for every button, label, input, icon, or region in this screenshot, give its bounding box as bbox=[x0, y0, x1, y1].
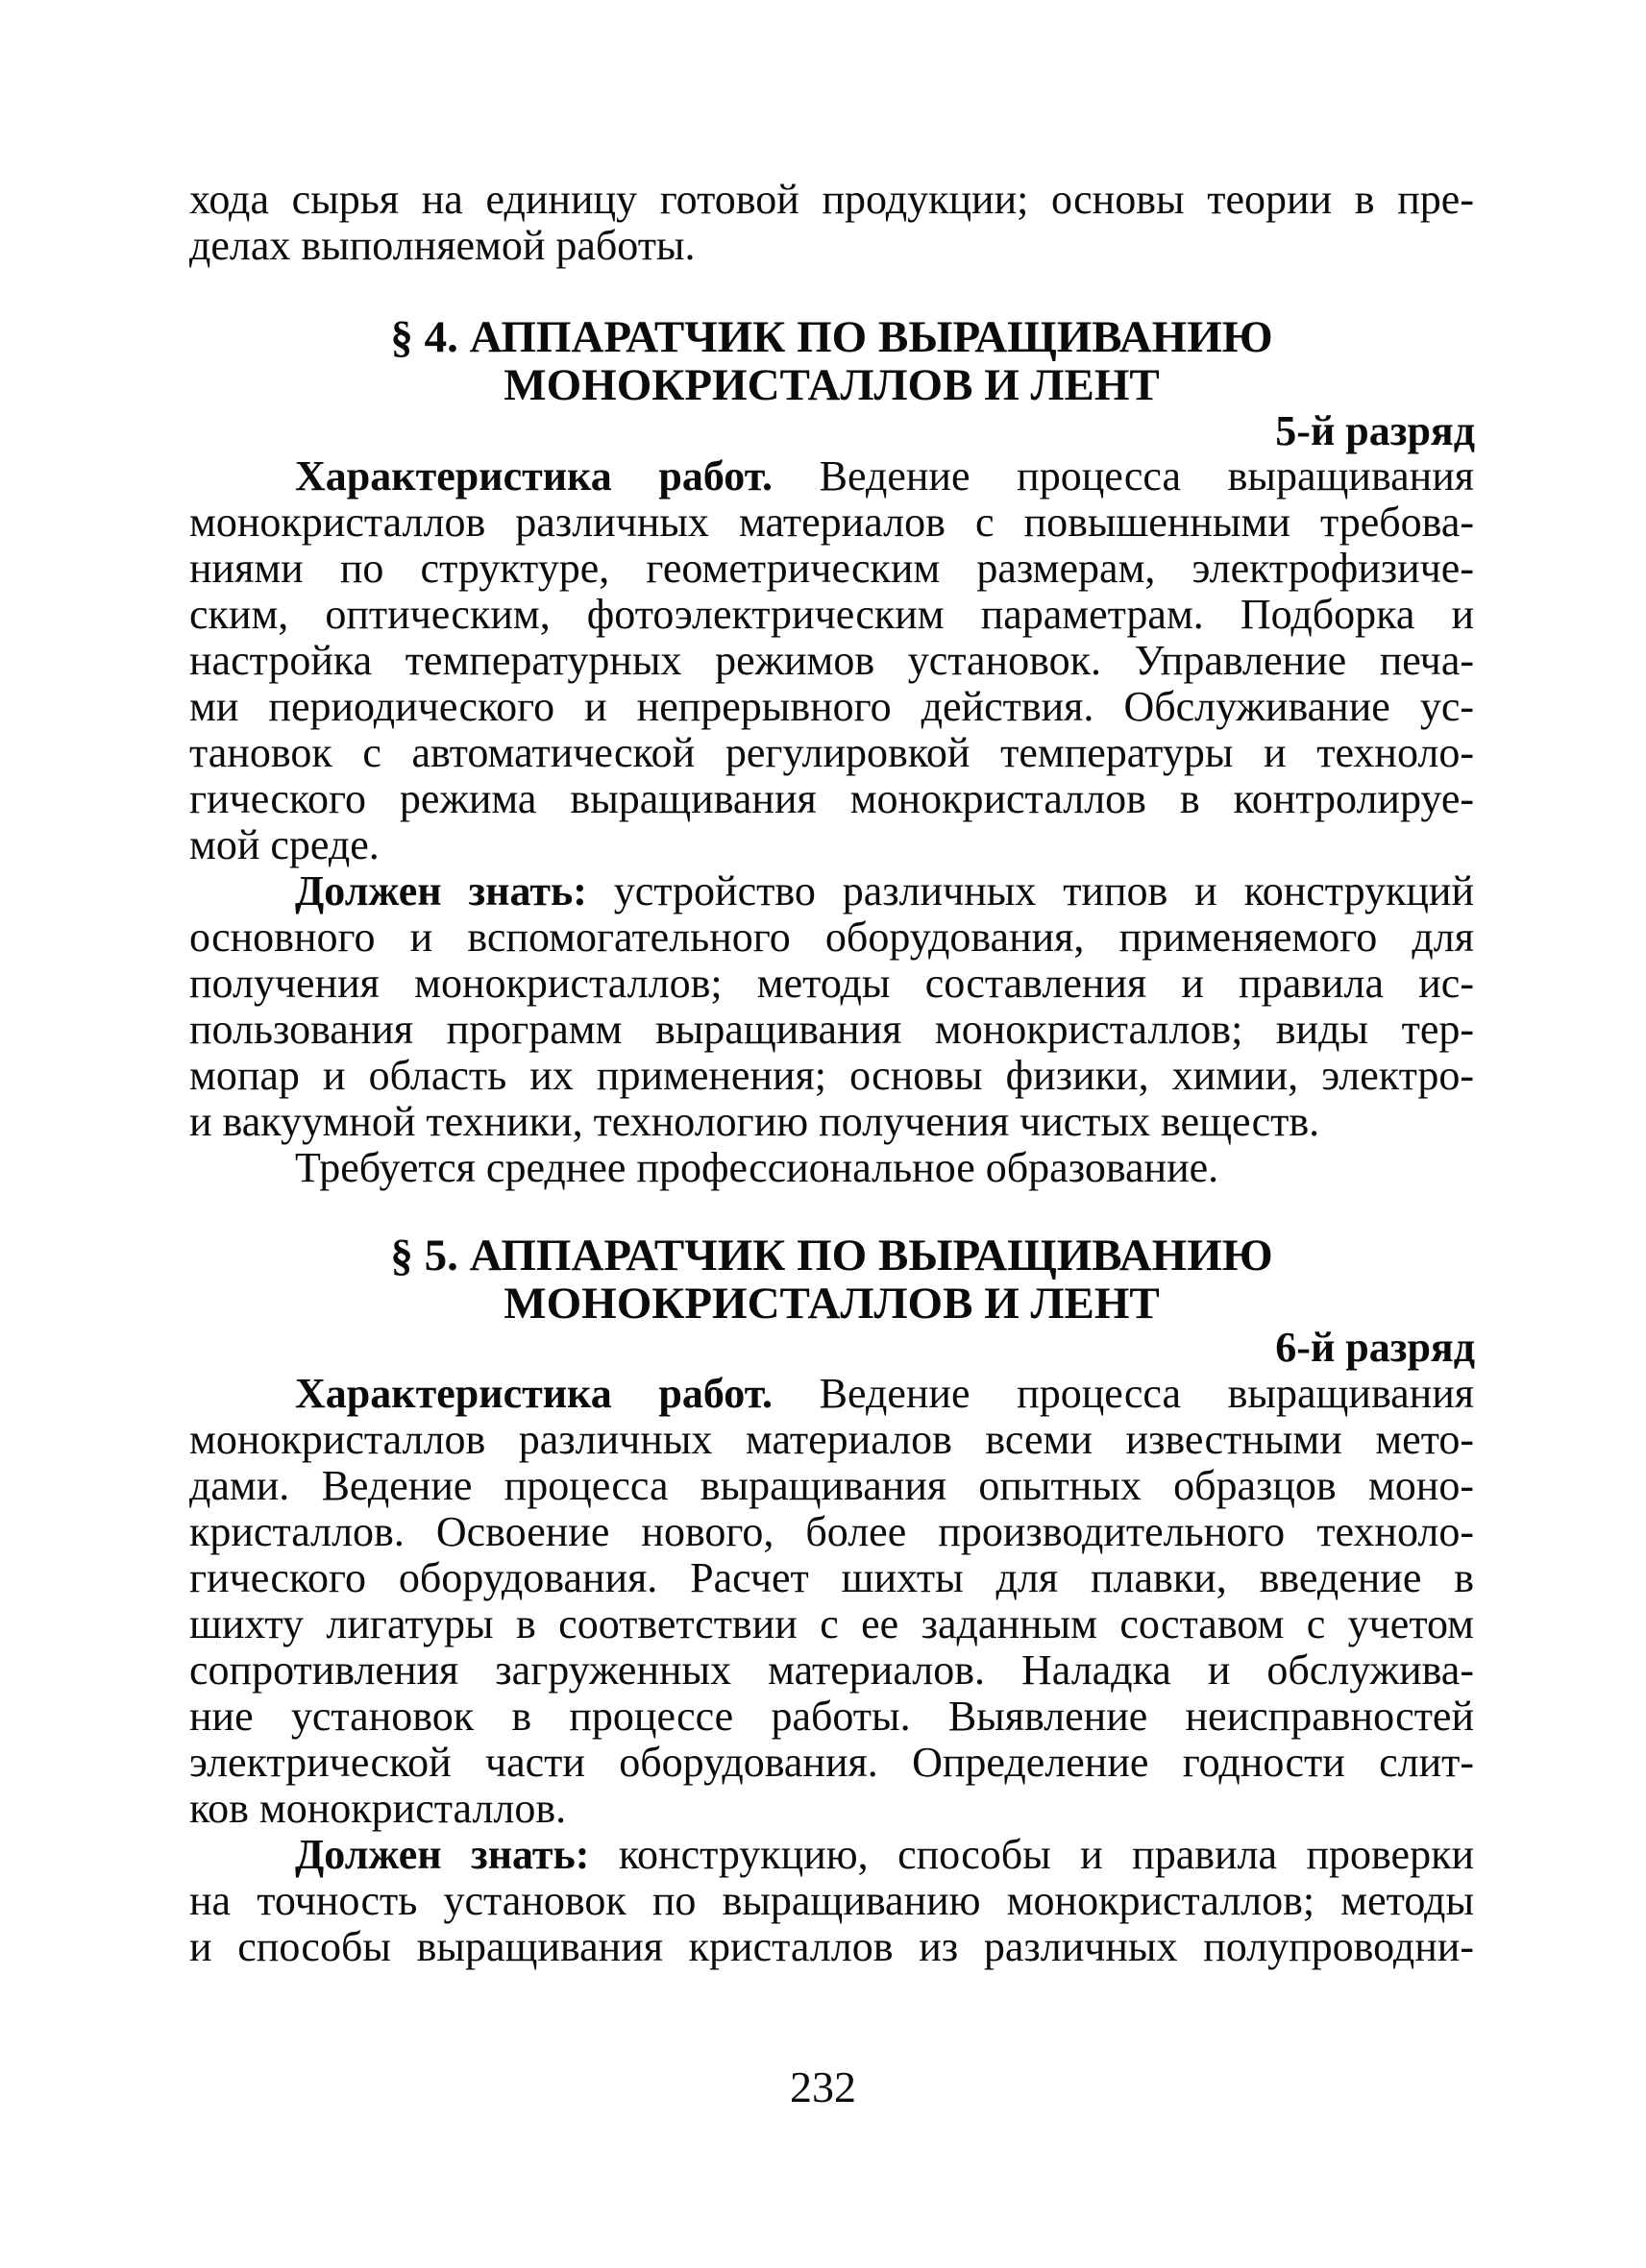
section-5-know-line: и способы выращивания кристаллов из различных полупроводни- bbox=[189, 1923, 1474, 1970]
section-4-know-line: и вакуумной техники, технологию получения чистых веществ. bbox=[189, 1098, 1320, 1145]
section-5-grade: 6-й разряд bbox=[1275, 1324, 1475, 1371]
section-5-heading-line1: § 5. АППАРАТЧИК ПО ВЫРАЩИВАНИЮ bbox=[390, 1231, 1273, 1280]
section-4-work-label: Характеристика работ. bbox=[295, 452, 774, 500]
section-4-education: Требуется среднее профессиональное образование. bbox=[295, 1144, 1219, 1191]
section-4-know-line: пользования программ выращивания монокристаллов; виды тер- bbox=[189, 1006, 1474, 1053]
section-4-work-line: тановок с автоматической регулировкой температуры и техноло- bbox=[189, 729, 1474, 776]
section-4-know-text: устройство различных типов и конструкций bbox=[613, 867, 1475, 915]
page-number: 232 bbox=[790, 2062, 856, 2111]
section-5-work-line: гического оборудования. Расчет шихты для плавки, введение в bbox=[189, 1554, 1474, 1601]
section-4-grade: 5-й разряд bbox=[1275, 407, 1475, 454]
section-4-know-label: Должен знать: bbox=[295, 867, 587, 915]
section-5-work-label: Характеристика работ. bbox=[295, 1370, 774, 1417]
section-5-work-line: электрической части оборудования. Определение годности слит- bbox=[189, 1739, 1474, 1786]
section-5-know-line: на точность установок по выращиванию монокристаллов; методы bbox=[189, 1877, 1474, 1924]
section-5-know-label: Должен знать: bbox=[295, 1831, 590, 1878]
section-5-work-text: Ведение процесса выращивания bbox=[819, 1370, 1475, 1417]
section-5-work-line: ние установок в процессе работы. Выявление неисправностей bbox=[189, 1693, 1474, 1740]
section-4-work-text: Ведение процесса выращивания bbox=[819, 452, 1475, 500]
intro-line: делах выполняемой работы. bbox=[189, 222, 696, 269]
section-4-work-line: монокристаллов различных материалов с повышенными требова- bbox=[189, 499, 1474, 546]
intro-paragraph bbox=[189, 177, 1474, 269]
section-4-work-line: ским, оптическим, фотоэлектрическим параметрам. Подборка и bbox=[189, 591, 1474, 638]
section-5-work-paragraph bbox=[189, 1371, 1474, 1832]
section-5-work-line: шихту лигатуры в соответствии с ее заданным составом с учетом bbox=[189, 1600, 1474, 1647]
section-4-know-line: мопар и область их применения; основы физики, химии, электро- bbox=[189, 1052, 1474, 1099]
section-5-work-line: ков монокристаллов. bbox=[189, 1785, 567, 1832]
section-4-work-paragraph bbox=[189, 453, 1474, 868]
section-4-work-line: ми периодического и непрерывного действия. Обслуживание ус- bbox=[189, 683, 1474, 730]
section-5-know-paragraph bbox=[189, 1832, 1474, 1970]
section-4-work-line: ниями по структуре, геометрическим размерам, электрофизиче- bbox=[189, 545, 1474, 592]
section-4-work-line: настройка температурных режимов установок. Управление печа- bbox=[189, 637, 1474, 684]
section-5-work-line: сопротивления загруженных материалов. Наладка и обслужива- bbox=[189, 1646, 1474, 1694]
section-4-know-first-line bbox=[189, 868, 1474, 915]
section-5-work-line: дами. Ведение процесса выращивания опытных образцов моно- bbox=[189, 1462, 1474, 1509]
section-5-work-line: монокристаллов различных материалов всеми известными мето- bbox=[189, 1416, 1474, 1463]
section-5-know-first-line bbox=[189, 1832, 1474, 1878]
section-5-know-text: конструкцию, способы и правила проверки bbox=[618, 1831, 1474, 1878]
section-4-heading bbox=[189, 313, 1474, 409]
section-4-work-first-line bbox=[189, 453, 1474, 500]
section-5-heading bbox=[189, 1232, 1474, 1328]
section-4-know-line: получения монокристаллов; методы составления и правила ис- bbox=[189, 960, 1474, 1007]
section-4-heading-line2: МОНОКРИСТАЛЛОВ И ЛЕНТ bbox=[504, 360, 1160, 410]
intro-line: хода сырья на единицу готовой продукции; основы теории в пре- bbox=[189, 176, 1474, 223]
section-4-know-line: основного и вспомогательного оборудования, применяемого для bbox=[189, 914, 1474, 961]
section-5-work-first-line bbox=[189, 1371, 1474, 1417]
section-4-work-line: гического режима выращивания монокристаллов в контролируе- bbox=[189, 775, 1474, 822]
section-5-work-line: кристаллов. Освоение нового, более производительного техноло- bbox=[189, 1508, 1474, 1555]
section-4-work-line: мой среде. bbox=[189, 821, 380, 868]
section-4-heading-line1: § 4. АППАРАТЧИК ПО ВЫРАЩИВАНИЮ bbox=[390, 312, 1273, 362]
section-5-heading-line2: МОНОКРИСТАЛЛОВ И ЛЕНТ bbox=[504, 1279, 1160, 1329]
section-4-know-paragraph bbox=[189, 868, 1474, 1191]
